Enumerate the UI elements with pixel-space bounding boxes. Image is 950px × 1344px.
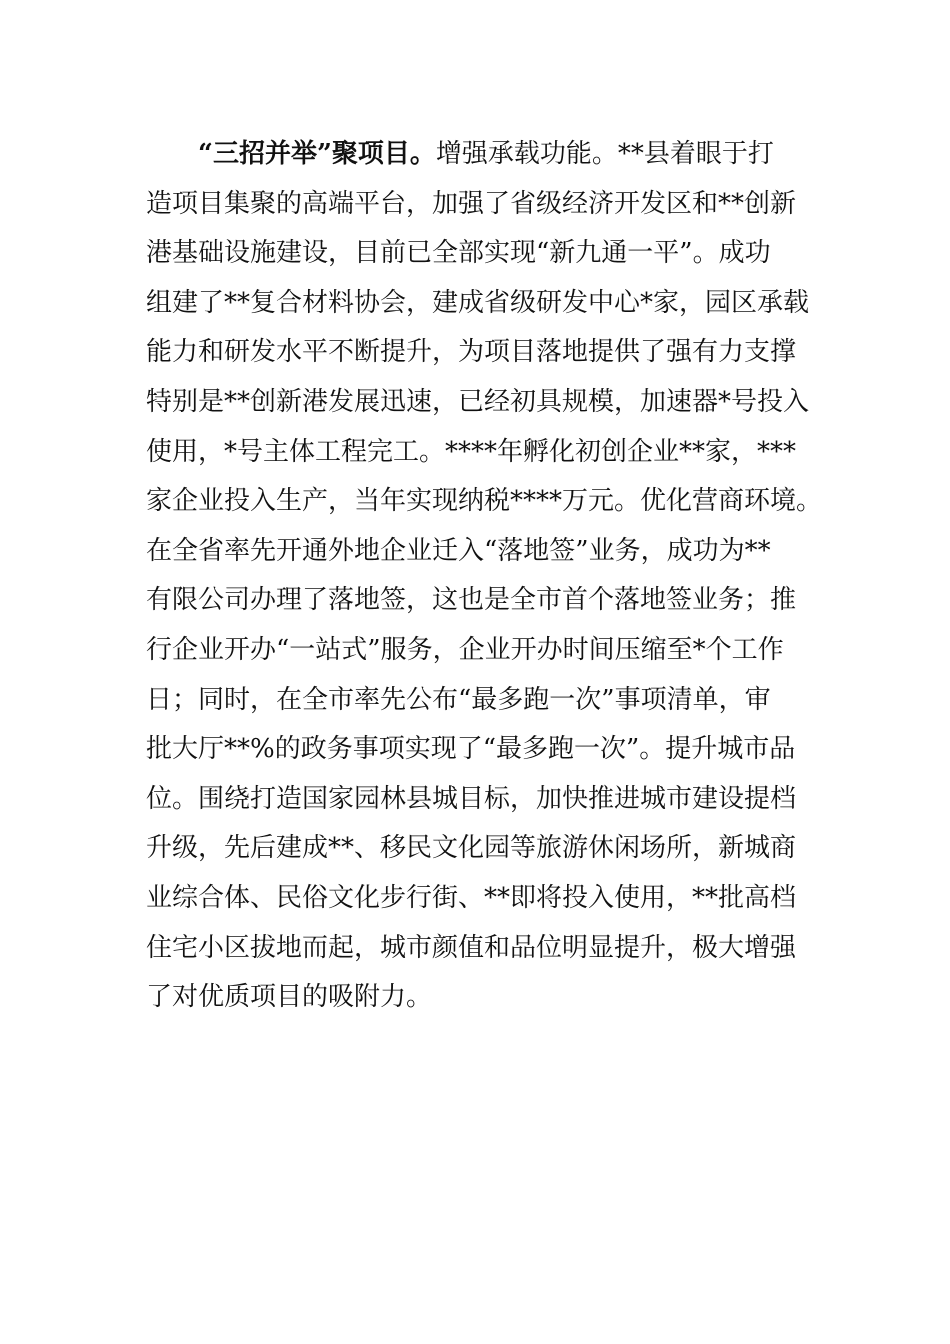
paragraph-line: 住宅小区拔地而起，城市颜值和品位明显提升，极大增强 [146,932,797,963]
paragraph-line: 能力和研发水平不断提升，为项目落地提供了强有力支撑 [146,337,797,368]
paragraph-line: 有限公司办理了落地签，这也是全市首个落地签业务；推 [146,585,797,616]
paragraph-line: 在全省率先开通外地企业迁入“落地签”业务，成功为** [146,535,771,566]
paragraph-line-1 [146,130,836,180]
paragraph-line: 了对优质项目的吸附力。 [146,982,433,1013]
paragraph-line: 批大厅**%的政务事项实现了“最多跑一次”。提升城市品 [146,734,796,765]
paragraph-line-text: 增强承载功能。**县着眼于打 [435,139,774,169]
paragraph-line: 组建了**复合材料协会，建成省级研发中心*家，园区承载 [146,287,810,318]
paragraph-line: 升级，先后建成**、移民文化园等旅游休闲场所，新城商 [146,833,797,864]
paragraph-line: 业综合体、民俗文化步行街、**即将投入使用，**批高档 [146,882,797,913]
paragraph-line: 位。围绕打造国家园林县城目标，加快推进城市建设提档 [146,783,797,814]
paragraph-line: 使用，*号主体工程完工。****年孵化初创企业**家，*** [146,436,797,467]
body-paragraph [146,130,836,1023]
paragraph-line: 造项目集聚的高端平台，加强了省级经济开发区和**创新 [146,188,797,219]
paragraph-heading: “三招并举”聚项目。 [198,139,436,169]
paragraph-line: 特别是**创新港发展迅速，已经初具规模，加速器*号投入 [146,386,810,417]
paragraph-line: 行企业开办“一站式”服务，企业开办时间压缩至*个工作 [146,634,784,665]
paragraph-line: 日；同时，在全市率先公布“最多跑一次”事项清单，审 [146,684,771,715]
paragraph-line: 港基础设施建设，目前已全部实现“新九通一平”。成功 [146,238,771,269]
paragraph-line: 家企业投入生产，当年实现纳税****万元。优化营商环境。 [146,486,823,517]
